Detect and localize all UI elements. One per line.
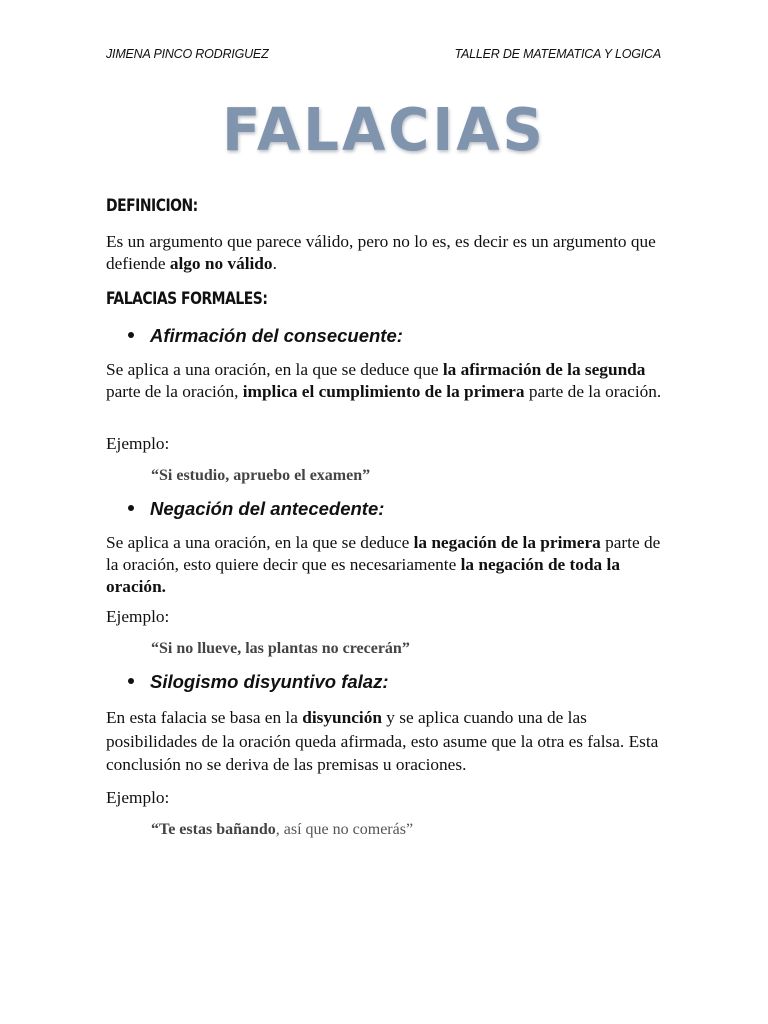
- section-paragraph: [106, 706, 666, 777]
- example-light-part: , así que no comerás”: [275, 821, 414, 838]
- section-paragraph: [106, 359, 666, 403]
- paragraph-bold: la negación de la primera: [413, 533, 601, 552]
- definition-bold: algo no válido: [169, 254, 273, 273]
- example-bold-part: “Te estas bañando: [151, 821, 276, 838]
- header-author: JIMENA PINCO RODRIGUEZ: [106, 47, 269, 61]
- paragraph-text: En esta falacia se basa en la: [106, 708, 303, 727]
- paragraph-text: parte de la oración, esto quiere decir que es necesariamente: [106, 533, 661, 574]
- example-quote: “Si estudio, apruebo el examen”: [151, 467, 371, 484]
- example-label: Ejemplo:: [106, 434, 170, 453]
- paragraph-bold: disyunción: [302, 708, 382, 727]
- paragraph-text: parte de la oración,: [106, 382, 243, 401]
- definition-text: Es un argumento que parece válido, pero no lo es, es decir es un argumento que defiende: [106, 232, 656, 273]
- paragraph-bold: la negación de toda la oración.: [106, 555, 620, 596]
- section-heading-text: Silogismo disyuntivo falaz:: [150, 671, 389, 692]
- section-heading: [128, 498, 384, 520]
- section-heading: [128, 325, 403, 347]
- section-heading: [128, 671, 388, 693]
- paragraph-text: Se aplica a una oración, en la que se deduce: [106, 533, 414, 552]
- definition-paragraph: [106, 231, 666, 275]
- paragraph-bold: implica el cumplimiento de la primera: [242, 382, 525, 401]
- paragraph-text: parte de la oración.: [524, 382, 662, 401]
- definition-heading: DEFINICION:: [106, 196, 198, 216]
- section-heading-text: Negación del antecedente:: [150, 498, 385, 519]
- paragraph-text: y se aplica cuando una de las posibilidades de la oración queda afirmada, esto asume que la otra es falsa. Esta conclusión no se deriva de las premisas u oraciones.: [106, 708, 659, 774]
- bullet-icon: [128, 332, 134, 338]
- example-label: Ejemplo:: [106, 788, 170, 807]
- section-paragraph: [106, 532, 666, 598]
- document-title: FALACIAS: [222, 96, 546, 165]
- example-label: Ejemplo:: [106, 607, 170, 626]
- example-quote: [151, 821, 413, 839]
- example-quote: “Si no llueve, las plantas no crecerán”: [151, 640, 410, 657]
- bullet-icon: [128, 505, 134, 511]
- section-heading-text: Afirmación del consecuente:: [150, 325, 403, 346]
- bullet-icon: [128, 678, 134, 684]
- page-header: [106, 47, 661, 67]
- definition-text-end: .: [272, 254, 277, 273]
- paragraph-bold: la afirmación de la segunda: [442, 360, 646, 379]
- formal-fallacies-heading: FALACIAS FORMALES:: [106, 289, 268, 309]
- header-course: TALLER DE MATEMATICA Y LOGICA: [454, 47, 661, 61]
- paragraph-text: Se aplica a una oración, en la que se deduce que: [106, 360, 443, 379]
